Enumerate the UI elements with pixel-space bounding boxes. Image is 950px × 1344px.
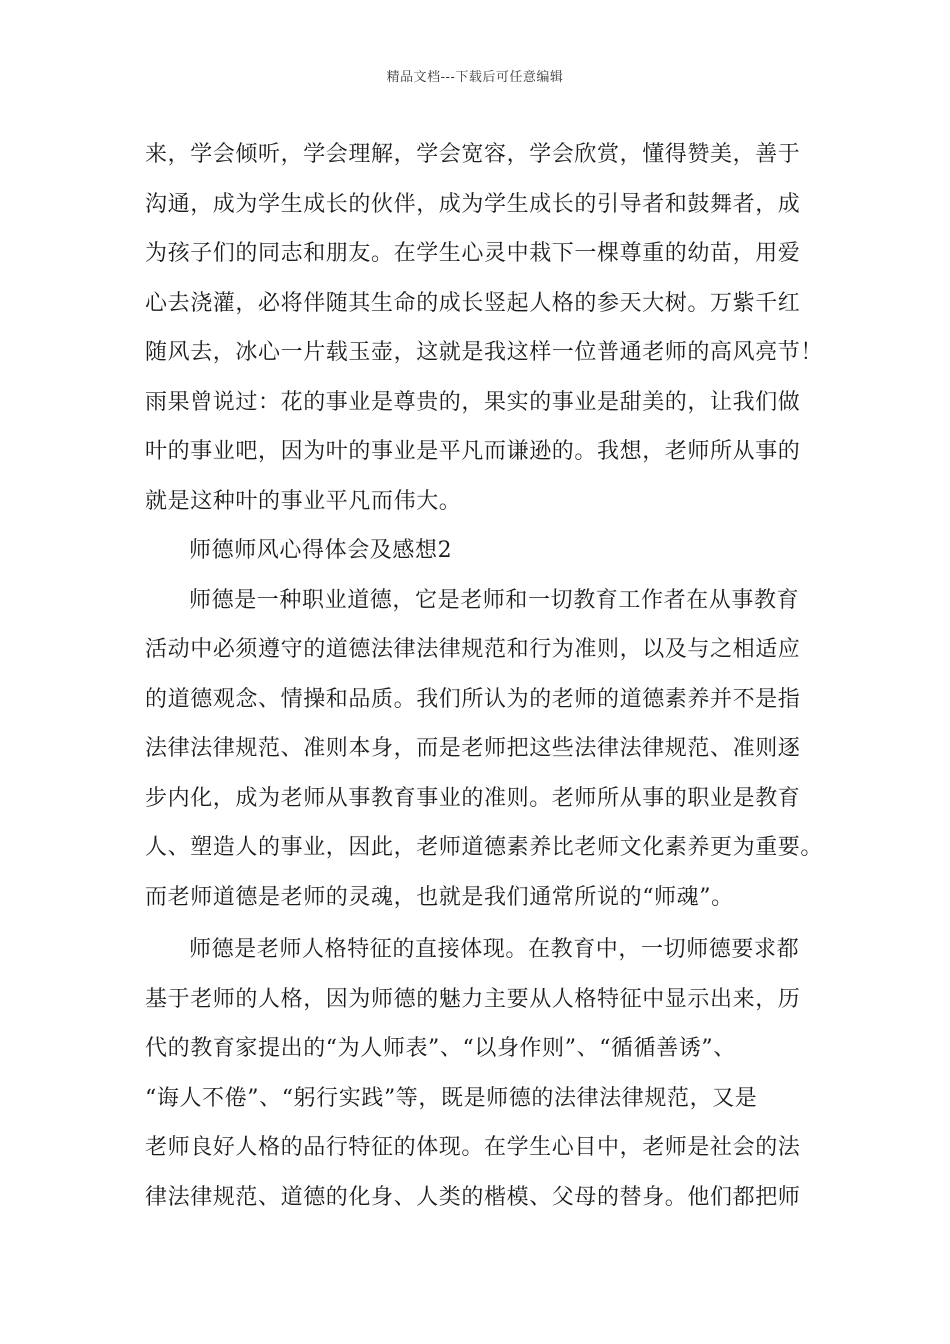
text-line: 为孩子们的同志和朋友。在学生心灵中栽下一棵尊重的幼苗，用爱 xyxy=(145,241,801,266)
text-line: 活动中必须遵守的道德法律法律规范和行为准则，以及与之相适应 xyxy=(145,637,801,662)
text-line: 随风去，冰心一片载玉壶，这就是我这样一位普通老师的高风亮节！ xyxy=(145,340,824,365)
text-line: 法律法律规范、准则本身，而是老师把这些法律法律规范、准则逐 xyxy=(145,736,801,761)
section-heading: 师德师风心得体会及感想2 xyxy=(189,538,453,563)
text-line: 师德是老师人格特征的直接体现。在教育中，一切师德要求都 xyxy=(189,937,800,962)
text-line: 代的教育家提出的“为人师表”、“以身作则”、“循循善诱”、 xyxy=(145,1036,736,1061)
text-line: 步内化，成为老师从事教育事业的准则。老师所从事的职业是教育 xyxy=(145,785,801,811)
document-body xyxy=(145,130,825,1222)
text-line: 就是这种叶的事业平凡而伟大。 xyxy=(145,488,462,514)
text-line: 来，学会倾听，学会理解，学会宽容，学会欣赏，懂得赞美，善于 xyxy=(145,142,801,167)
text-line: 基于老师的人格，因为师德的魅力主要从人格特征中显示出来，历 xyxy=(145,986,801,1012)
text-line: 沟通，成为学生成长的伙伴，成为学生成长的引导者和鼓舞者，成 xyxy=(145,191,801,217)
page-header: 精品文档---下载后可任意编辑 xyxy=(386,70,564,85)
text-line: 师德是一种职业道德，它是老师和一切教育工作者在从事教育 xyxy=(189,587,800,613)
text-line: 的道德观念、情操和品质。我们所认为的老师的道德素养并不是指 xyxy=(145,686,801,712)
text-line: 叶的事业吧，因为叶的事业是平凡而谦逊的。我想，老师所从事的 xyxy=(145,439,801,464)
text-line: 人、塑造人的事业，因此，老师道德素养比老师文化素养更为重要。 xyxy=(145,835,824,860)
text-line: 雨果曾说过：花的事业是尊贵的，果实的事业是甜美的，让我们做 xyxy=(145,389,801,415)
text-line: 而老师道德是老师的灵魂，也就是我们通常所说的“师魂”。 xyxy=(145,884,734,910)
text-line: 老师良好人格的品行特征的体现。在学生心目中，老师是社会的法 xyxy=(145,1135,801,1160)
text-line: 律法律规范、道德的化身、人类的楷模、父母的替身。他们都把师 xyxy=(145,1184,801,1210)
text-line: “诲人不倦”、“躬行实践”等，既是师德的法律法律规范，又是 xyxy=(145,1085,758,1111)
text-line: 心去浇灌，必将伴随其生命的成长竖起人格的参天大树。万紫千红 xyxy=(145,290,801,316)
